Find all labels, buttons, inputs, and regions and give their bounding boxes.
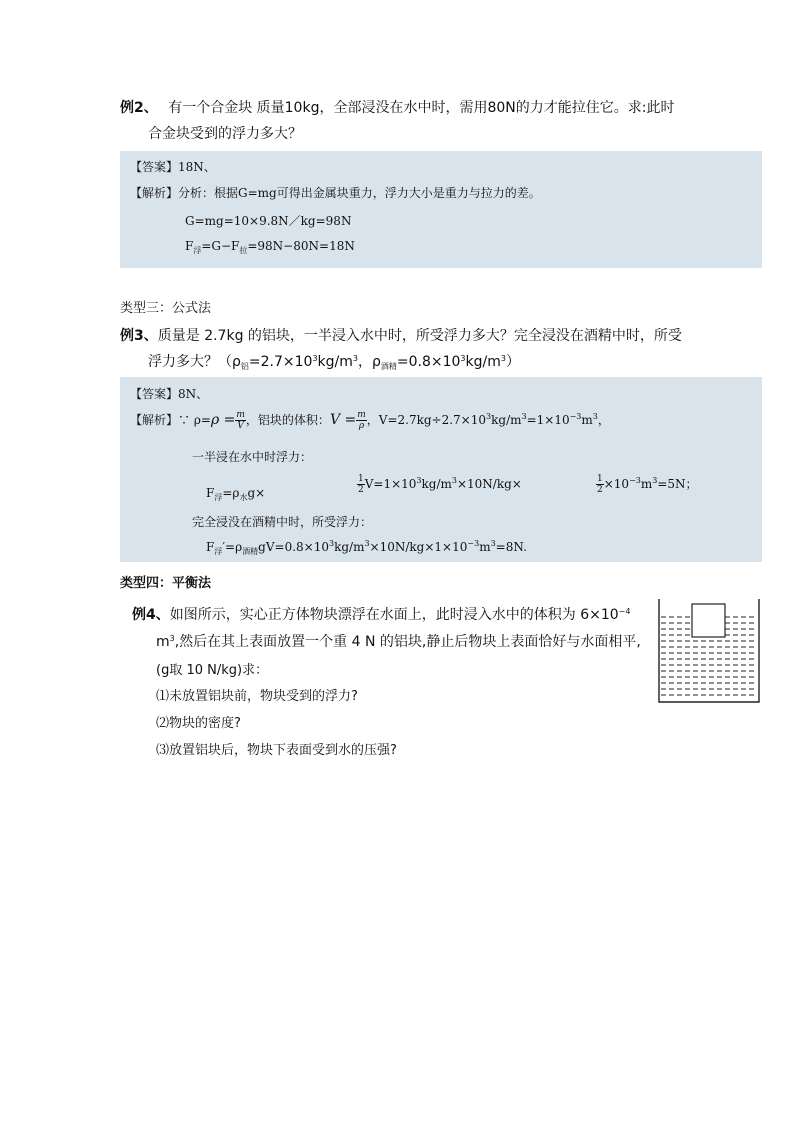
text-part: ×10N/kg×1×10 [369,540,468,554]
text-part: ，V=2.7kg÷2.7×10 [366,413,487,427]
text-part: m [479,540,491,554]
subscript: 浮 [214,547,223,556]
example-3-line-1 [120,325,682,345]
superscript: 3 [312,354,318,363]
text-part: =0.8×10 [396,354,461,370]
example-4-line-3: (g取 10 N/kg)求： [156,663,269,678]
subscript: 水 [239,493,248,502]
example-3-text: 质量是 2.7kg 的铝块，一半浸入水中时，所受浮力多大？完全浸没在酒精中时，所受 [157,328,682,344]
superscript: −3 [569,412,582,421]
denominator: V [237,421,244,431]
example-3-analysis-line-1 [130,410,610,431]
example-2-line-2: 合金块受到的浮力多大？ [148,126,302,142]
text-part: =1×10 [526,413,570,427]
text-part: F [206,540,215,554]
analysis-tag: 【解析】 [130,413,179,427]
superscript: −4 [618,607,631,616]
superscript: 3 [416,476,422,485]
example-2-text: 有一个合金块 质量10kg，全部浸没在水中时，需用80N的力才能拉住它。求:此时 [168,100,675,116]
text-part: =2.7×10 [248,354,313,370]
superscript: 3 [521,412,527,421]
text-part: =ρ [222,486,240,500]
text-part: kg/m [465,354,501,370]
text-part: ′=ρ [222,540,243,554]
text-part: g× [247,486,266,500]
section-type-4: 类型四：平衡法 [120,576,212,591]
answer-tag: 【答案】 [130,387,179,401]
answer-tag: 【答案】 [130,160,179,174]
example-3-analysis-line-4: 完全浸没在酒精中时，所受浮力： [192,515,373,529]
example-3-label: 例3、 [120,328,158,344]
superscript: 3 [460,354,466,363]
text-part: ,然后在其上表面放置一个重 4 N 的铝块,静止后物块上表面恰好与水面相平, [174,634,641,650]
fraction-one-half [596,474,604,495]
analysis-tag: 【解析】 [130,186,179,200]
example-4-question-2: ⑵物块的密度? [156,716,241,731]
example-4-label: 例4、 [132,607,170,623]
subscript: 浮 [214,493,223,502]
text-part: 浮力多大？（ρ [148,354,241,370]
text-part: F [206,486,215,500]
text-part: ∵ ρ= [178,413,211,427]
text-part: m [581,413,593,427]
example-2-answer [130,158,216,175]
example-3-line-2 [148,351,520,371]
superscript: 3 [500,354,506,363]
floating-block-diagram [657,597,761,705]
superscript: −3 [467,539,480,548]
text-part: kg/m [421,477,452,491]
text-part: ×10 [603,477,630,491]
example-3-analysis-line-3b [357,474,522,495]
text-part: =8N. [495,540,527,554]
superscript: 3 [364,539,370,548]
example-2-line-1 [120,97,674,117]
text-part: ， [597,413,610,427]
eq-subscript: 浮 [193,246,202,255]
text-part: kg/m [317,354,353,370]
text-part: 如图所示，实心正方体物块漂浮在水面上，此时浸入水中的体积为 6×10 [169,607,619,623]
text-part: ，ρ [357,354,381,370]
example-4-line-2 [156,631,641,651]
example-3-analysis-line-3a [206,486,265,500]
example-4-question-1: ⑴未放置铝块前，物块受到的浮力? [156,689,358,704]
eq-part: =98N−80N=18N [247,239,355,253]
example-4-question-3: ⑶放置铝块后，物块下表面受到水的压强? [156,743,397,758]
superscript: 3 [592,412,598,421]
superscript: −3 [629,476,641,485]
superscript: 3 [328,539,335,548]
example-3-solution-box [120,377,762,562]
example-3-answer [130,385,208,402]
fraction-one-half [357,474,365,495]
numerator: 1 [358,474,364,484]
denominator: 2 [597,485,603,495]
superscript: 3 [490,539,496,548]
text-part: =5N； [657,477,698,491]
text-part: ） [505,354,520,370]
text-part: m [640,477,653,491]
fraction-m-over-v [235,410,246,431]
denominator: 2 [358,485,364,495]
superscript: 3 [169,634,175,643]
text-part: m [156,634,170,650]
denominator: ρ [358,421,365,431]
text-part: V=1×10 [364,477,417,491]
numerator: 1 [597,474,603,484]
example-2-label: 例2、 [120,100,158,116]
superscript: 3 [486,412,492,421]
example-3-analysis-line-3c [596,474,698,495]
superscript: 3 [652,476,658,485]
section-type-3: 类型三：公式法 [120,301,212,316]
answer-value: 18N、 [178,160,216,174]
numerator: m [236,410,245,420]
text-part: kg/m [491,413,522,427]
subscript: 酒精 [380,362,397,371]
superscript: 3 [451,476,457,485]
text-part: ×10N/kg× [456,477,522,491]
text-part: gV=0.8×10 [258,540,329,554]
example-2-equation-2 [185,239,355,253]
text-part: ，铝块的体积： [245,413,330,427]
formula-part: V = [329,412,357,428]
analysis-text: 分析：根据G=mg可得出金属块重力，浮力大小是重力与拉力的差。 [178,186,541,200]
formula-part: ρ = [210,412,236,428]
floating-cube [692,604,725,637]
numerator: m [357,410,366,420]
eq-part: =G−F [201,239,240,253]
example-3-analysis-line-5 [206,540,527,554]
text-part: kg/m [334,540,365,554]
superscript: 3 [352,354,358,363]
example-2-analysis [130,184,541,201]
answer-value: 8N、 [178,387,209,401]
example-2-equation-1: G=mg=10×9.8N／kg=98N [185,214,352,228]
eq-part: F [185,239,194,253]
fraction-m-over-rho [356,410,367,431]
example-4-line-1 [132,604,630,624]
subscript: 铝 [240,362,249,371]
subscript: 酒精 [242,547,259,556]
eq-subscript: 拉 [239,246,248,255]
example-3-analysis-line-2: 一半浸在水中时浮力： [192,450,313,464]
